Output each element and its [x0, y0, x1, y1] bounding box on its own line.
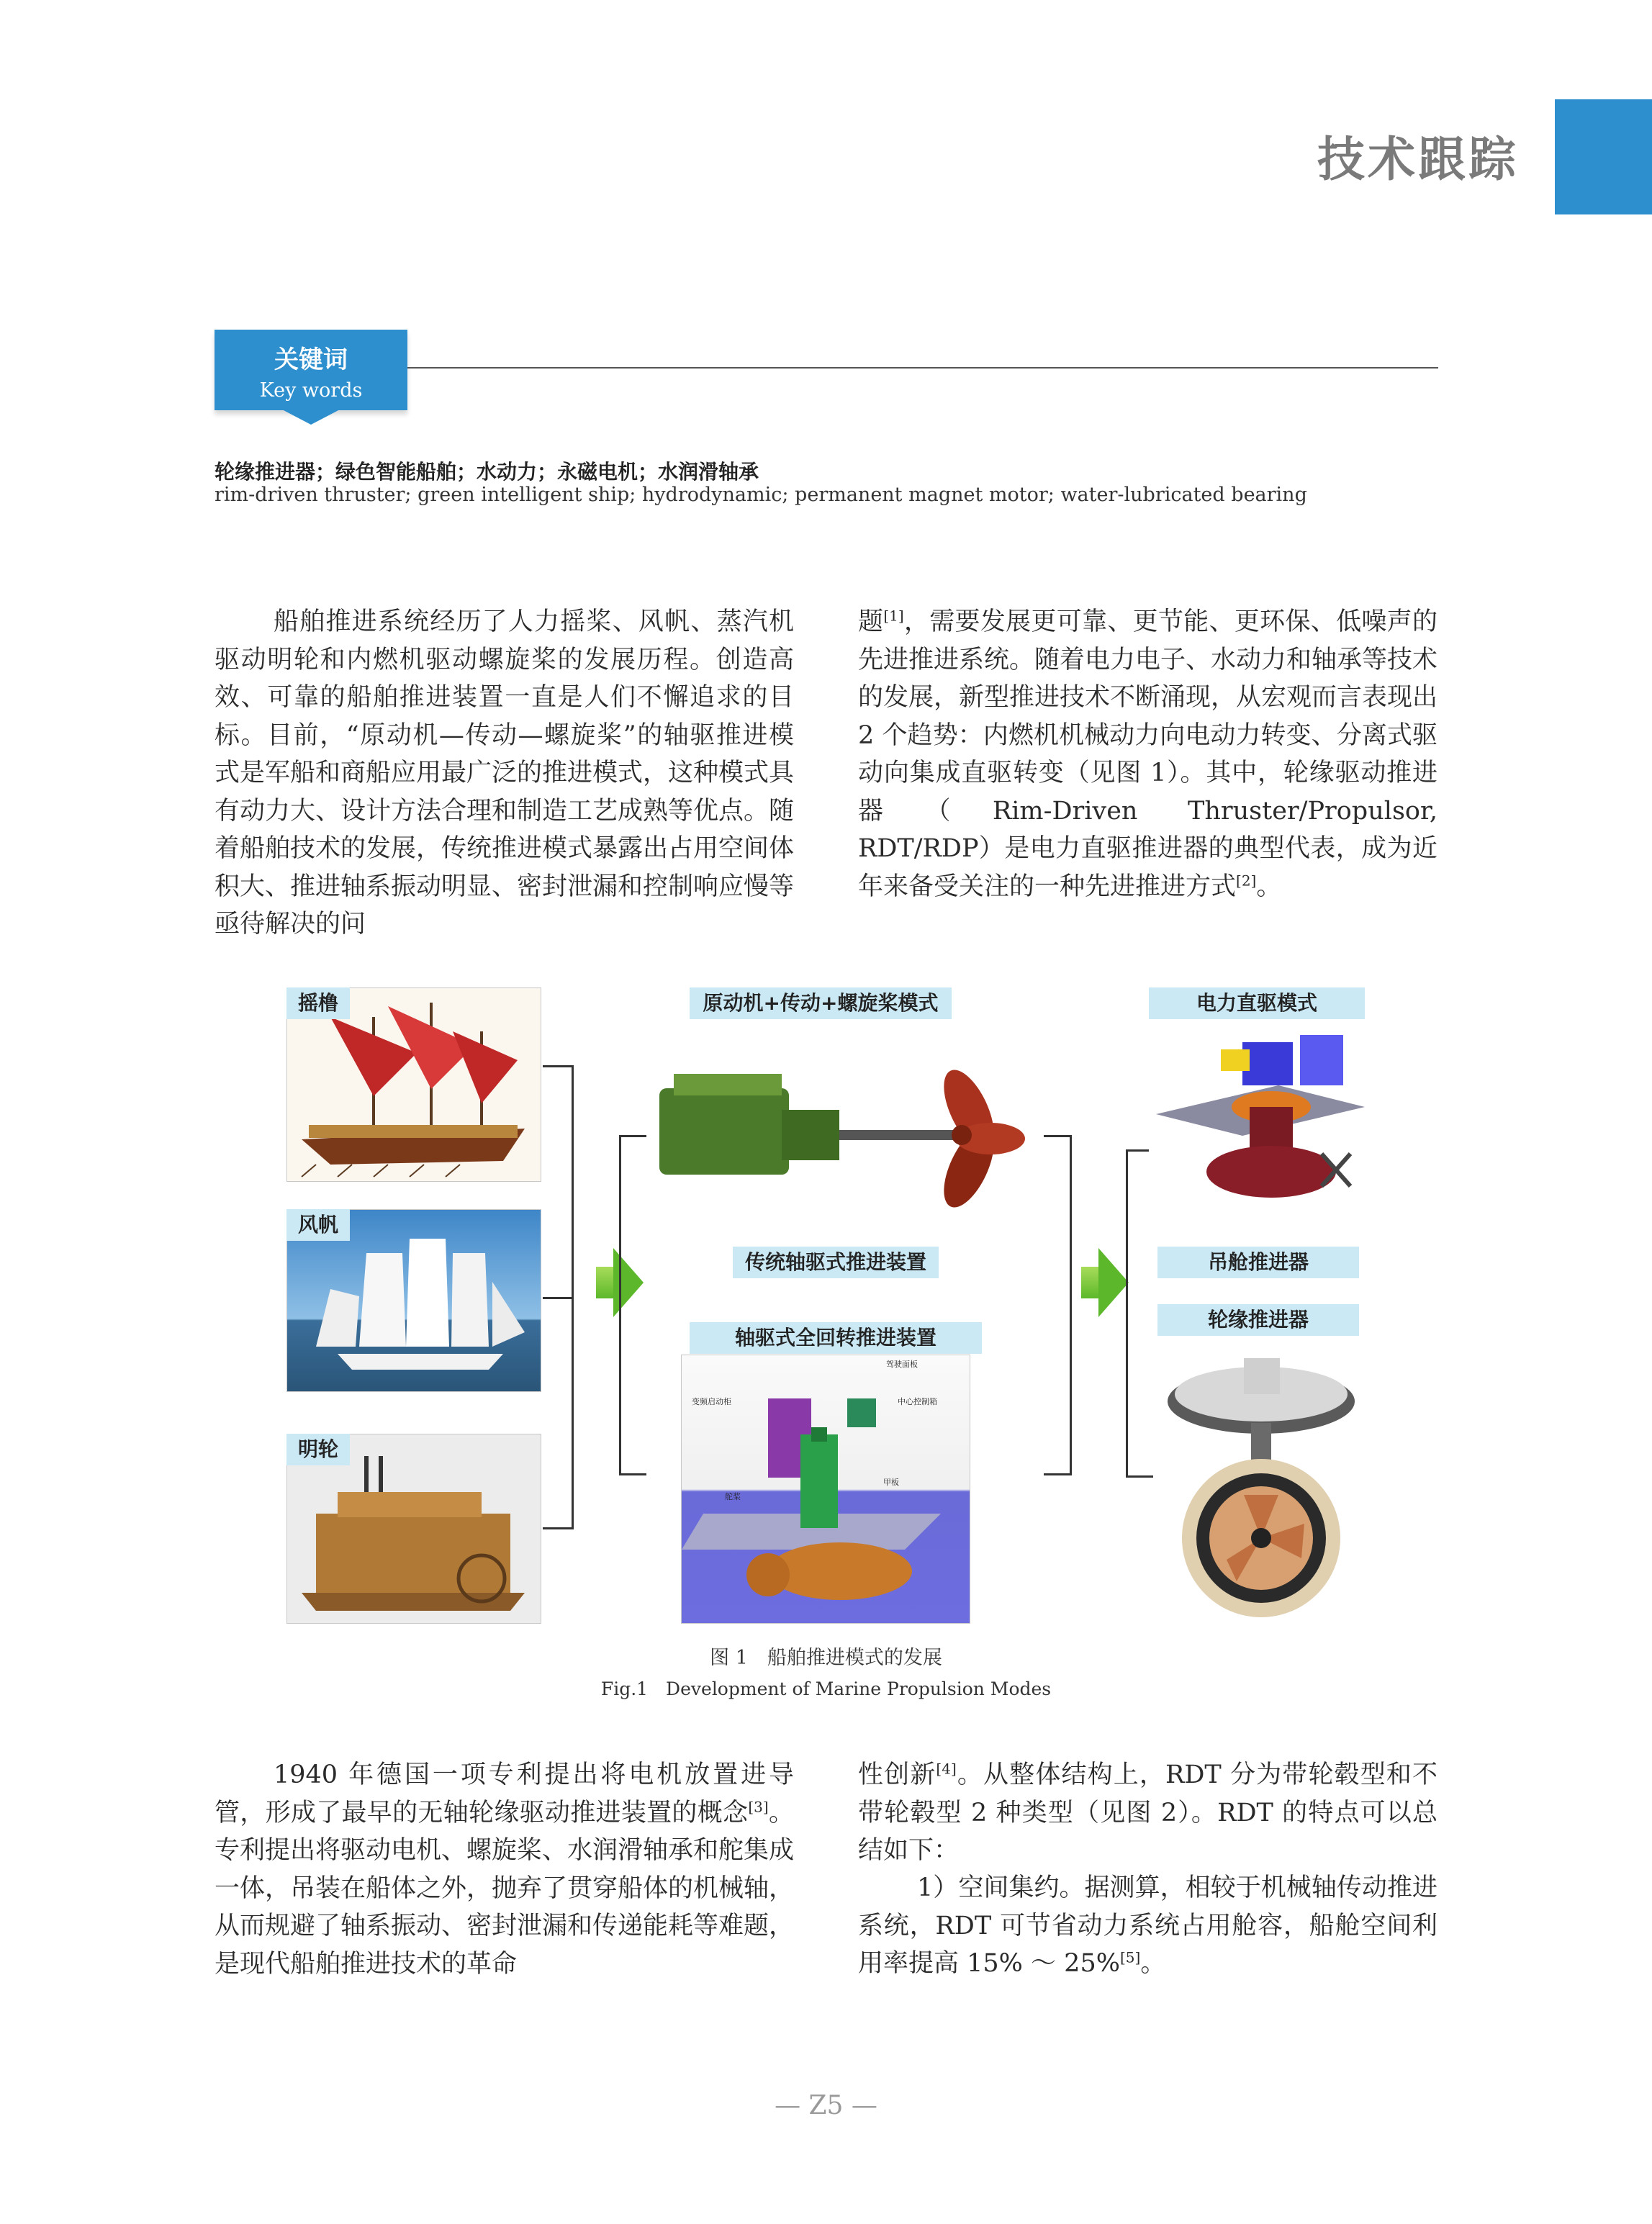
keywords-badge-pointer [281, 409, 341, 425]
label-rowing: 摇橹 [286, 987, 350, 1019]
label-electric-mode: 电力直驱模式 [1149, 987, 1365, 1019]
rim-thruster-illustration [1157, 1344, 1365, 1621]
citation-4[interactable]: [4] [936, 1760, 957, 1778]
page-number: — Z5 — [775, 2091, 877, 2120]
label-pod: 吊舱推进器 [1157, 1247, 1359, 1278]
arrow-2 [1081, 1267, 1098, 1298]
keywords-badge-cn: 关键词 [274, 345, 348, 374]
keywords-chinese: 轮缘推进器；绿色智能船舶；水动力；永磁电机；水润滑轴承 [215, 460, 759, 484]
citation-2[interactable]: [2] [1236, 871, 1257, 889]
arrow-1 [596, 1267, 613, 1298]
p2-text-b: ，需要发展更可靠、更节能、更环保、低噪声的先进推进系统。随着电力电子、水动力和轴承等技术的发展，新型推进技术不断涌现，从宏观而言表现出 2 个趋势：内燃机机械动力向电动力转变、分离式驱动向集成直驱转变（见图 1）。其中，轮缘驱动推进器（Rim-Driven Thruster/Propulsor, RDT/RDP）是电力直驱推进器的典型代表，成为近年来备受关注的一种先进推进方式 [858, 607, 1438, 901]
label-azimuth-device: 轴驱式全回转推进装置 [690, 1322, 982, 1354]
citation-5[interactable]: [5] [1119, 1948, 1141, 1966]
rim-thruster-image [1157, 1344, 1365, 1621]
figure-1 [286, 980, 1366, 1628]
paragraph-structure [858, 1756, 1437, 1870]
citation-3[interactable]: [3] [748, 1797, 769, 1815]
annotation-deck-plate: 甲板 [883, 1478, 899, 1487]
p3-text-b: 。专利提出将驱动电机、螺旋桨、水润滑轴承和舵集成一体，吊装在船体之外，抛弃了贯穿船体的机械轴，从而规避了轴系振动、密封泄漏和传递能耗等难题，是现代船舶推进技术的革命 [215, 1798, 795, 1979]
paragraph-intro-text: 船舶推进系统经历了人力摇桨、风帆、蒸汽机驱动明轮和内燃机驱动螺旋桨的发展历程。创造高效、可靠的船舶推进装置一直是人们不懈追求的目标。目前，“原动机—传动—螺旋桨”的轴驱推进模式是军船和商船应用最广泛的推进模式，这种模式具有动力大、设计方法合理和制造工艺成熟等优点。随着船舶技术的发展，传统推进模式暴露出占用空间体积大、推进轴系振动明显、密封泄漏和控制响应慢等亟待解决的问 [215, 607, 795, 939]
paragraph-patent [215, 1756, 794, 1983]
p3-text-a: 1940 年德国一项专利提出将电机放置进导管，形成了最早的无轴轮缘驱动推进装置的概念 [215, 1760, 794, 1827]
section-color-tab [1555, 99, 1652, 214]
keywords-badge [215, 330, 407, 410]
engine-propeller-illustration [652, 1045, 1041, 1225]
p2-text-c: 。 [1256, 872, 1282, 901]
p5-text-b: 。 [1140, 1949, 1166, 1978]
annotation-rudder: 舵桨 [725, 1492, 741, 1501]
label-shaft-device: 传统轴驱式推进装置 [733, 1247, 939, 1278]
annotation-center-controller: 中心控制箱 [898, 1397, 937, 1406]
p2-text-a: 题 [858, 607, 884, 636]
figure-caption-cn: 图 1 船舶推进模式的发展 [710, 1647, 942, 1669]
label-rim: 轮缘推进器 [1157, 1304, 1359, 1336]
annotation-control-panel: 驾驶面板 [886, 1360, 918, 1369]
p5-text-a: 1）空间集约。据测算，相较于机械轴传动推进系统，RDT 可节省动力系统占用舱容，船舱空间利用率提高 15% ～ 25% [858, 1873, 1437, 1978]
paragraph-intro [215, 603, 794, 944]
pod-thruster-illustration [1149, 1028, 1365, 1211]
paragraph-intro-continued [858, 603, 1437, 905]
pod-thruster-image [1149, 1028, 1365, 1211]
keywords-english: rim-driven thruster; green intelligent ship; hydrodynamic; permanent magnet motor; water-lubricated bearing [215, 484, 1307, 506]
label-paddle: 明轮 [286, 1434, 350, 1465]
label-sail: 风帆 [286, 1209, 350, 1241]
p4-text-a: 性创新 [858, 1760, 936, 1789]
annotation-starter-cabinet: 变频启动柜 [692, 1397, 731, 1406]
label-conventional-mode: 原动机+传动+螺旋桨模式 [690, 987, 952, 1019]
keywords-divider [407, 367, 1438, 369]
section-title: 技术跟踪 [1317, 132, 1519, 187]
azimuth-thruster-image [681, 1355, 970, 1624]
conventional-shaft-image [652, 1045, 1041, 1225]
citation-1[interactable]: [1] [883, 607, 904, 625]
figure-caption-en: Fig.1 Development of Marine Propulsion Modes [600, 1678, 1052, 1699]
paragraph-space-saving [858, 1869, 1437, 1983]
p4-text-b: 。从整体结构上，RDT 分为带轮毂型和不带轮毂型 2 种类型（见图 2）。RDT 的特点可以总结如下： [858, 1760, 1437, 1865]
keywords-badge-en: Key words [259, 379, 363, 402]
